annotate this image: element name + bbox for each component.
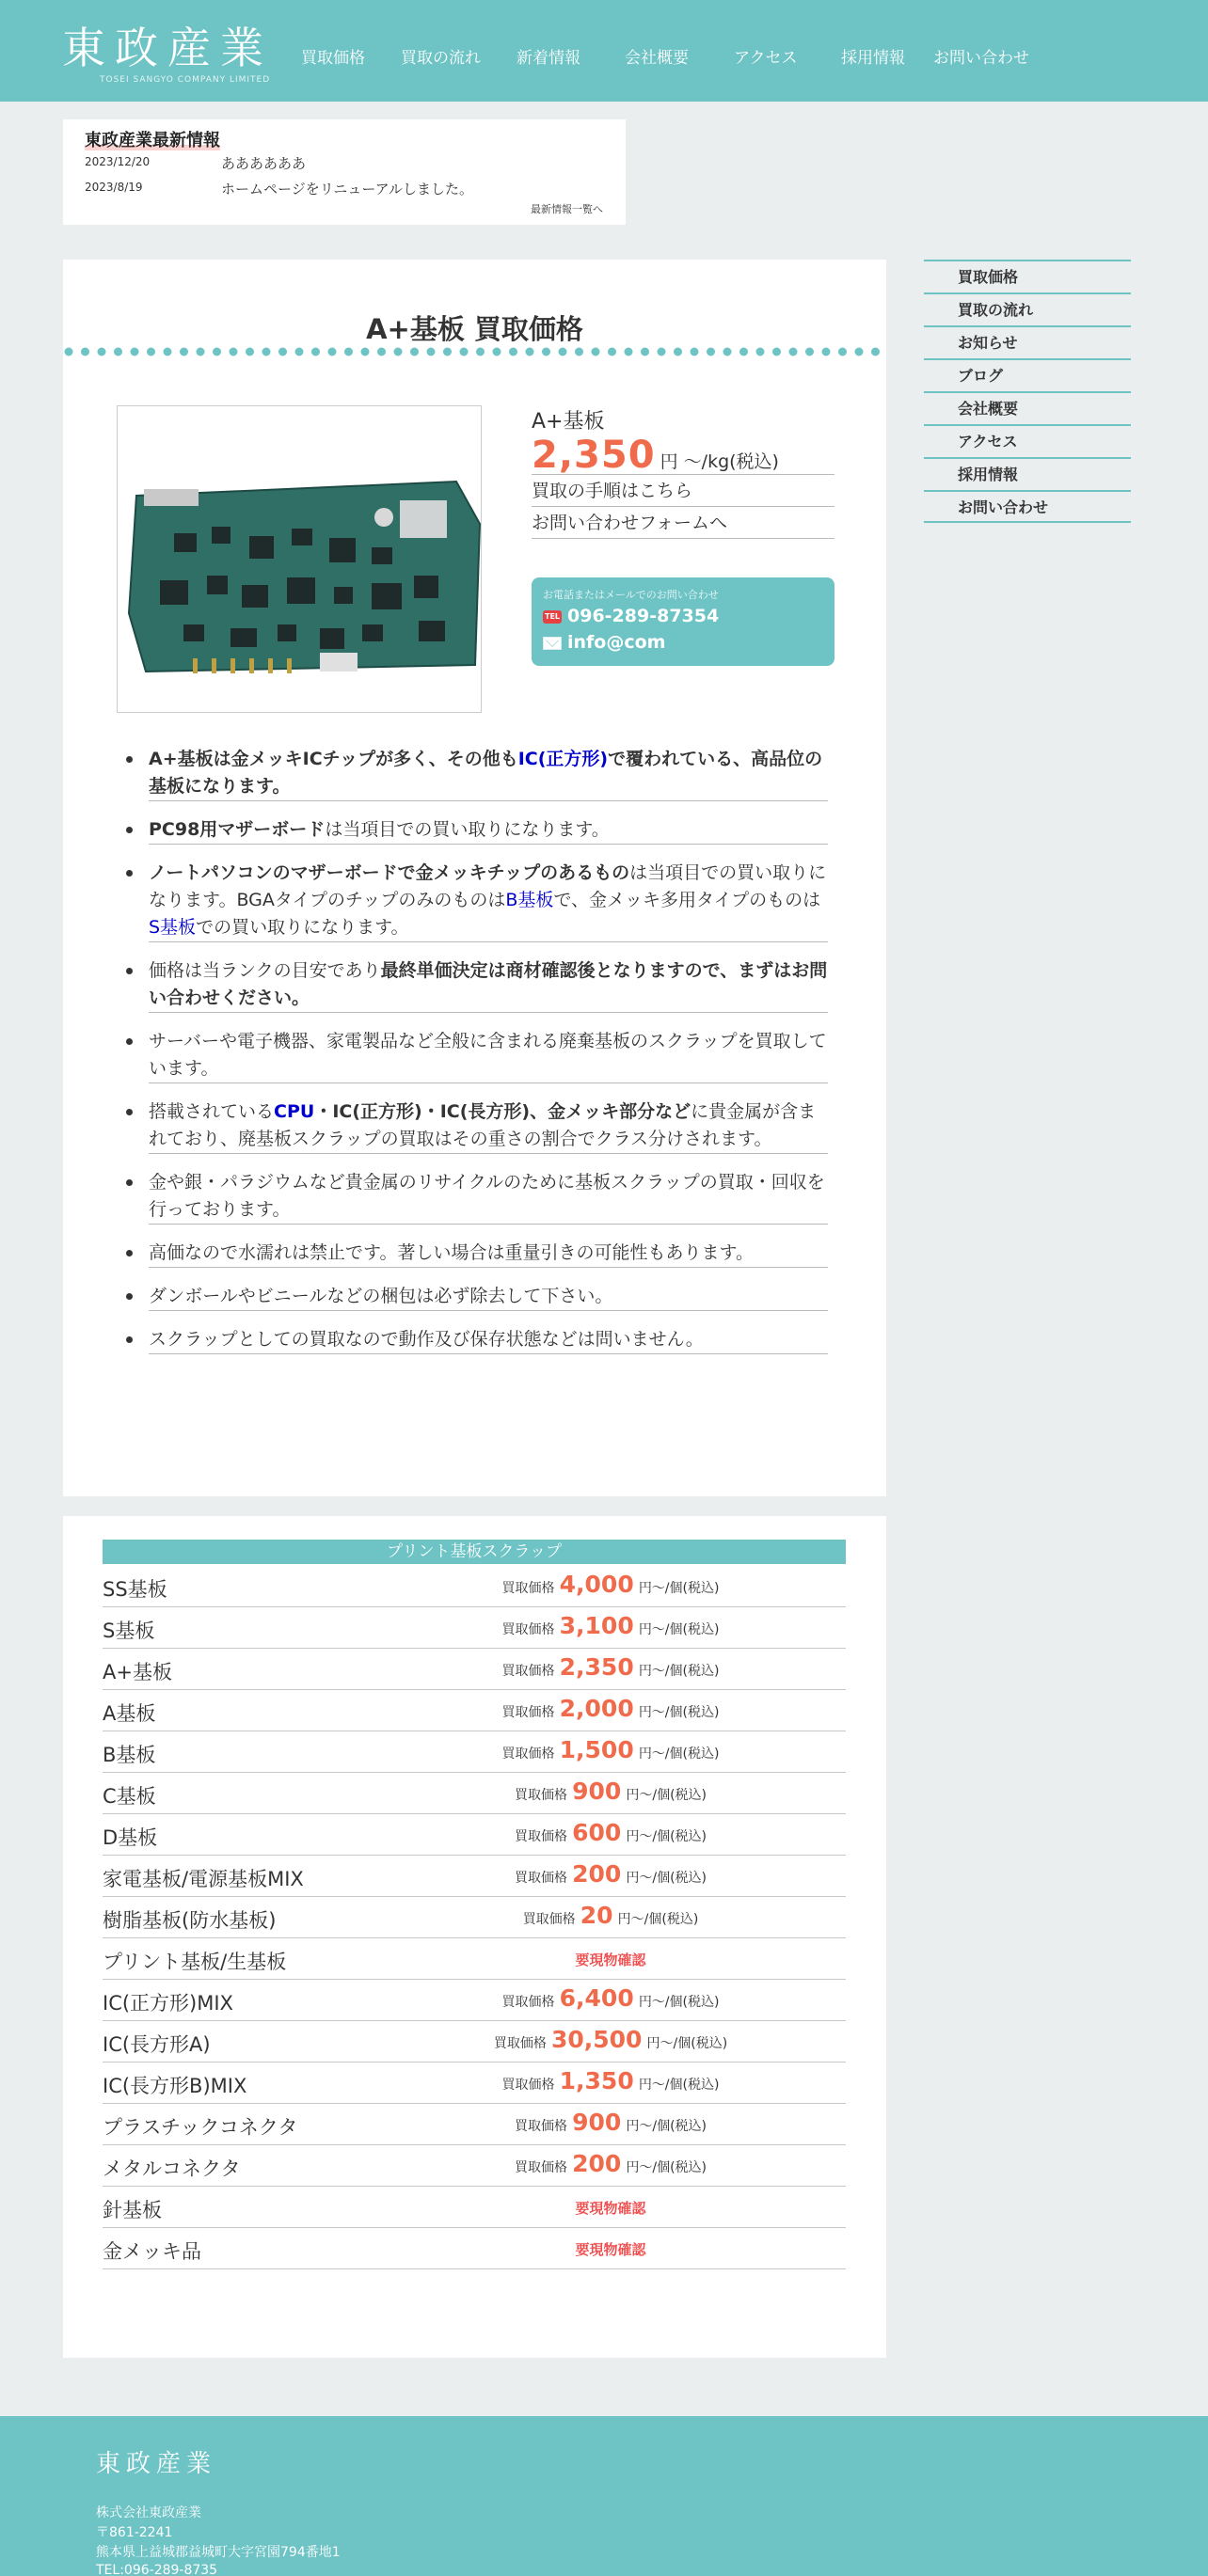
item-price [460,1653,761,1681]
email-address[interactable]: info@com [567,632,666,653]
list-item: A+基板は金メッキICチップが多く、その他もIC(正方形)で覆われている、高品位の基板になります。 [149,746,828,801]
divider-dot [410,348,419,356]
price-unit: 円〜/個(税込) [638,1705,720,1720]
price-value: 200 [572,1860,622,1888]
divider-dot [147,348,155,356]
description-list [149,746,828,1369]
product-photo [117,405,482,713]
divider-dot [81,348,89,356]
site-logo[interactable] [62,23,288,85]
price-label: 買取価格 [501,1581,555,1596]
price-unit: 円〜/個(税込) [638,1664,720,1679]
price-table-title: プリント基板スクラップ [103,1540,846,1564]
dotted-divider [63,346,886,357]
divider-dot [476,348,485,356]
news-text[interactable]: ああああああ [221,155,307,172]
item-price [460,2067,761,2094]
list-item: 金や銀・パラジウムなど貴金属のリサイクルのために基板スクラップの買取・回収を行っております。 [149,1169,828,1225]
table-row [103,1690,846,1731]
sidebar-item-blog[interactable]: ブログ [924,358,1131,391]
item-name: 樹脂基板(防水基板) [103,1909,277,1932]
item-name: プリント基板/生基板 [103,1951,287,1973]
price-label: 買取価格 [501,1746,555,1762]
divider-dot [230,348,238,356]
item-name: D基板 [103,1826,158,1849]
list-item: 搭載されているCPU・IC(正方形)・IC(長方形)、金メッキ部分などに貴金属が含まれており、廃基板スクラップの買取はその重さの割合でクラス分けされます。 [149,1098,828,1154]
price-label: 買取価格 [514,2119,567,2134]
price-label: 買取価格 [501,1995,555,2010]
table-row [103,1814,846,1856]
contact-caption: お電話またはメールでのお問い合わせ [543,589,719,601]
divider-dot [855,348,864,356]
table-row [103,1938,846,1980]
nav-news[interactable]: 新着情報 [517,49,580,68]
divider-dot [295,348,304,356]
price-label: 買取価格 [501,2078,555,2093]
price-label: 買取価格 [501,1622,555,1637]
phone-number[interactable]: 096-289-87354 [567,606,720,626]
item-name: プラスチックコネクタ [103,2116,298,2139]
price-label: 買取価格 [493,2036,547,2051]
contact-box [532,577,834,666]
price-label: 買取価格 [514,1871,567,1886]
price-unit: 円〜/個(税込) [626,2160,707,2175]
divider-dot [131,348,139,356]
table-row [103,2062,846,2104]
confirm-label: 要現物確認 [575,1952,646,1968]
news-date: 2023/12/20 [85,155,151,168]
divider-dot [871,348,880,356]
price-unit: 円〜/個(税込) [638,1746,720,1762]
price-value: 200 [572,2150,622,2177]
divider-dot [592,348,600,356]
phone-icon [543,610,562,624]
circuit-board-image [118,406,482,713]
table-row [103,1856,846,1897]
price-label: 買取価格 [514,1788,567,1803]
item-name: IC(長方形A) [103,2033,211,2056]
price-value: 3,100 [559,1612,634,1639]
price-value: 6,400 [559,1984,634,2012]
divider-dot [789,348,798,356]
divider-dot [822,348,831,356]
price-unit: 円〜/個(税込) [638,1622,720,1637]
logo-subtext: TOSEI SANGYO COMPANY LIMITED [100,75,271,85]
price-value: 2,350 [559,1653,634,1681]
divider-dot [262,348,271,356]
item-price [460,2191,761,2217]
s-board-link[interactable]: S基板 [149,917,197,938]
divider-dot [377,348,386,356]
footer-logo[interactable]: 東政産業 [96,2450,217,2478]
item-price [460,1736,761,1763]
price-label: 買取価格 [501,1664,555,1679]
sidebar-item-company[interactable]: 会社概要 [924,391,1131,424]
price-value: 900 [572,2109,622,2136]
item-price [460,2026,761,2053]
divider-dot [838,348,847,356]
item-name: IC(長方形B)MIX [103,2075,247,2097]
list-item: サーバーや電子機器、家電製品など全般に含まれる廃棄基板のスクラップを買取しています。 [149,1028,828,1083]
price-value: 2,350 [532,434,656,477]
ic-square-link[interactable]: IC(正方形) [517,749,609,769]
table-row [103,1897,846,1938]
divider-dot [559,348,567,356]
b-board-link[interactable]: B基板 [505,890,554,910]
mail-icon [543,637,562,650]
price-unit: 円〜/個(税込) [617,1912,699,1927]
confirm-label: 要現物確認 [575,2241,646,2258]
divider-dot [427,348,436,356]
divider-dot [361,348,370,356]
divider-dot [213,348,221,356]
price-value: 2,000 [559,1695,634,1722]
table-row [103,1980,846,2021]
email-line[interactable] [543,632,823,655]
price-unit: 円〜/個(税込) [626,1871,707,1886]
list-item: スクラップとしての買取なので動作及び保存状態などは問いません。 [149,1326,828,1354]
page-title: A+基板 買取価格 [366,313,583,345]
divider-dot [575,348,583,356]
item-price [460,1984,761,2012]
nav-access[interactable]: アクセス [734,49,798,68]
divider-dot [328,348,337,356]
divider-dot [772,348,781,356]
flow-link[interactable]: 買取の手順はこちら [532,475,834,507]
item-name: A+基板 [103,1661,172,1683]
divider-dot [246,348,254,356]
item-name: メタルコネクタ [103,2157,241,2180]
divider-dot [98,348,106,356]
divider-dot [164,348,172,356]
news-text[interactable]: ホームページをリニューアルしました。 [221,181,474,198]
price-summary [532,405,834,539]
price-value: 1,500 [559,1736,634,1763]
sidebar-item-flow[interactable]: 買取の流れ [924,292,1131,325]
divider-dot [739,348,748,356]
footer-tel: TEL:096-289-8735 [96,2563,218,2576]
divider-dot [674,348,682,356]
item-price [460,1612,761,1639]
divider-dot [658,348,666,356]
nav-company[interactable]: 会社概要 [625,49,689,68]
item-price [460,1571,761,1598]
price-value: 30,500 [550,2026,643,2053]
price-unit: 円〜/個(税込) [638,1995,720,2010]
divider-dot [65,348,73,356]
divider-dot [526,348,534,356]
news-more-link[interactable]: 最新情報一覧へ [531,203,603,215]
list-item: ノートパソコンのマザーボードで金メッキチップのあるものは当項目での買い取りになります。BGAタイプのチップのみのものはB基板で、金メッキ多用タイプのものはS基板での買い取りになります。 [149,860,828,942]
divider-dot [805,348,814,356]
table-row [103,2228,846,2269]
item-name: S基板 [103,1620,155,1642]
divider-dot [394,348,403,356]
item-name: SS基板 [103,1578,167,1601]
site-header [0,0,1208,102]
item-price [460,1943,761,1968]
divider-dot [344,348,353,356]
divider-dot [641,348,649,356]
divider-dot [114,348,122,356]
sidebar-item-recruit[interactable]: 採用情報 [924,457,1131,490]
table-row [103,1773,846,1814]
sidebar-nav [924,260,1131,523]
item-name: 家電基板/電源基板MIX [103,1868,304,1890]
item-name: B基板 [103,1744,156,1766]
item-price [460,1902,761,1929]
divider-dot [542,348,550,356]
price-label: 買取価格 [501,1705,555,1720]
item-price [460,1860,761,1888]
price-unit: 円〜/個(税込) [638,2078,720,2093]
news-title-text: 東政産業最新情報 [85,131,220,150]
table-row [103,2021,846,2062]
divider-dot [180,348,188,356]
item-name: 針基板 [103,2199,162,2221]
sidebar-item-contact[interactable]: お問い合わせ [924,490,1131,523]
price-unit: 円〜/個(税込) [646,2036,728,2051]
price-unit: 円〜/個(税込) [626,1829,707,1844]
divider-dot [707,348,715,356]
nav-recruit[interactable]: 採用情報 [841,49,905,68]
price-unit: 円〜/個(税込) [626,2119,707,2134]
site-footer [0,2416,1208,2576]
price-label: 買取価格 [514,2160,567,2175]
sidebar-item-news[interactable]: お知らせ [924,325,1131,358]
table-row [103,1731,846,1773]
phone-line[interactable] [543,606,823,628]
item-price [460,2150,761,2177]
price-unit: 円〜/個(税込) [626,1788,707,1803]
price-label: 買取価格 [514,1829,567,1844]
price-value: 900 [572,1778,622,1805]
table-row [103,1649,846,1690]
nav-contact[interactable]: お問い合わせ [933,49,1029,68]
news-date: 2023/8/19 [85,181,143,194]
price-label: 買取価格 [522,1912,576,1927]
product-name: A+基板 [532,410,605,434]
divider-dot [311,348,320,356]
divider-dot [608,348,616,356]
divider-dot [443,348,452,356]
footer-address: 熊本県上益城郡益城町大字宮園794番地1 [96,2545,341,2560]
item-name: IC(正方形)MIX [103,1992,233,2015]
item-price [460,2109,761,2136]
confirm-label: 要現物確認 [575,2200,646,2217]
item-name: C基板 [103,1785,156,1808]
nav-flow[interactable]: 買取の流れ [401,49,481,68]
table-row [103,1607,846,1649]
list-item: ダンボールやビニールなどの梱包は必ず除去して下さい。 [149,1283,828,1311]
list-item: 高価なので水濡れは禁止です。著しい場合は重量引きの可能性もあります。 [149,1240,828,1268]
item-price [460,1695,761,1722]
table-row [103,2187,846,2228]
divider-dot [509,348,517,356]
footer-company: 株式会社東政産業 [96,2505,201,2521]
price-value: 4,000 [559,1571,634,1598]
sidebar-item-price[interactable]: 買取価格 [924,260,1131,292]
price-value: 1,350 [559,2067,634,2094]
item-price [460,1778,761,1805]
price-value: 600 [572,1819,622,1846]
nav-price[interactable]: 買取価格 [301,49,365,68]
list-item: 価格は当ランクの目安であり最終単価決定は商材確認後となりますので、まずはお問い合わせください。 [149,957,828,1013]
table-row [103,1566,846,1607]
divider-dot [460,348,469,356]
contact-form-link[interactable]: お問い合わせフォームへ [532,507,834,539]
news-box [63,119,626,225]
main-content [63,260,886,1496]
divider-dot [691,348,699,356]
cpu-link[interactable]: CPU [274,1101,315,1122]
list-item: PC98用マザーボードは当項目での買い取りになります。 [149,816,828,845]
price-value: 20 [580,1902,613,1929]
logo-text: 東政産業 [62,23,273,73]
product-price [532,434,834,475]
divider-dot [493,348,501,356]
divider-dot [197,348,205,356]
table-row [103,2145,846,2187]
price-unit: 円〜/個(税込) [638,1581,720,1596]
item-name: A基板 [103,1702,156,1725]
divider-dot [625,348,633,356]
item-name: 金メッキ品 [103,2240,201,2263]
sidebar-item-access[interactable]: アクセス [924,424,1131,457]
price-unit: 円 〜/kg(税込) [660,451,779,472]
divider-dot [723,348,732,356]
news-title [85,127,220,151]
divider-dot [756,348,765,356]
divider-dot [278,348,287,356]
item-price [460,2233,761,2258]
table-row [103,2104,846,2145]
price-table-card [63,1516,886,2358]
item-price [460,1819,761,1846]
footer-zip: 〒861-2241 [96,2525,173,2540]
